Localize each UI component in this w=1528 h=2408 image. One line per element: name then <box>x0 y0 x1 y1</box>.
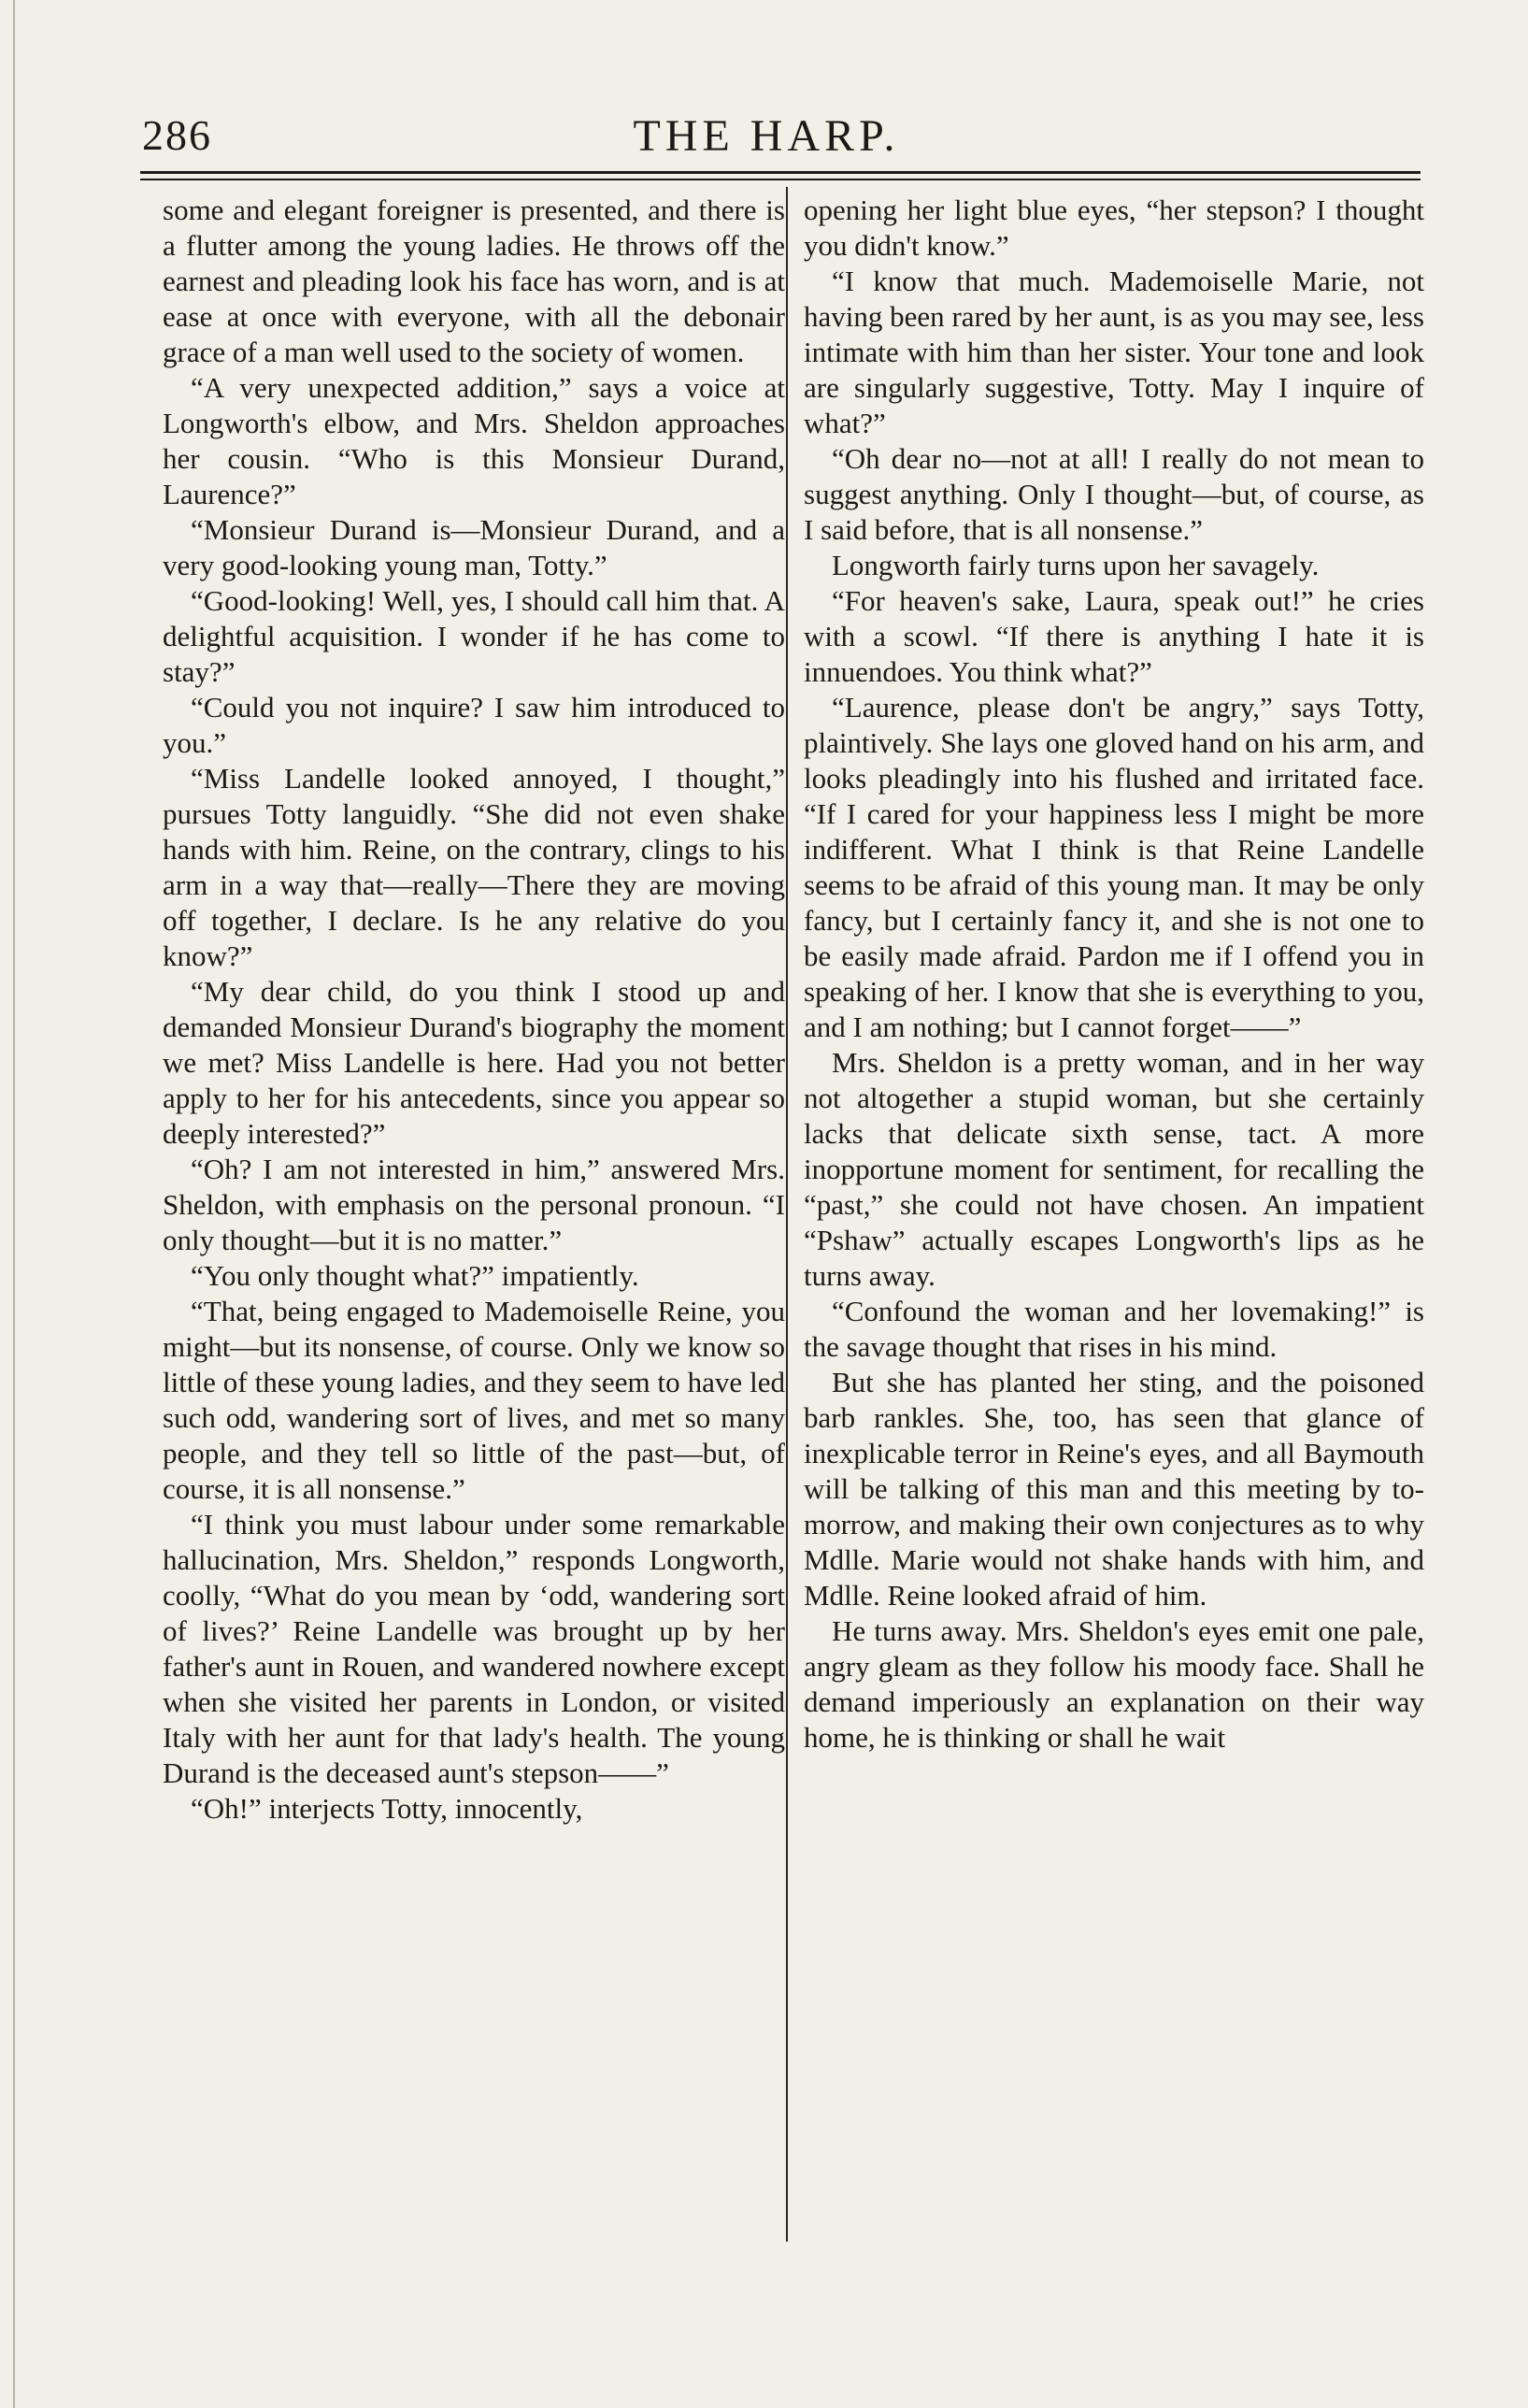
header-rule-thin <box>140 179 1421 180</box>
paragraph: “Monsieur Durand is—Monsieur Durand, and a very good-looking young man, Totty.” <box>163 513 785 581</box>
paragraph: Mrs. Sheldon is a pretty woman, and in her way not altogether a stupid woman, but she certainly lacks that delicate sixth sense, tact. A more inopportune moment for sentiment, for recalling the “past,” she could not have chosen. An impatient “Pshaw” actually escapes Longworth's lips as he turns away. <box>804 1046 1424 1292</box>
paragraph: But she has planted her sting, and the poisoned barb rankles. She, too, has seen that glance of inexplicable terror in Reine's eyes, and all Baymouth will be talking of this man and this meeting by to-morrow, and making their own conjectures as to why Mdlle. Marie would not shake hands with him, and Mdlle. Reine looked afraid of him. <box>804 1366 1424 1612</box>
paragraph: Longworth fairly turns upon her savagely. <box>832 549 1320 581</box>
paragraph: “Good-looking! Well, yes, I should call him that. A delightful acquisition. I wonder if he has come to stay?” <box>163 584 785 688</box>
paragraph: “Confound the woman and her lovemaking!” is the savage thought that rises in his mind. <box>804 1295 1424 1363</box>
paragraph: “Laurence, please don't be angry,” says Totty, plaintively. She lays one gloved hand on his arm, and looks pleadingly into his flushed and irritated face. “If I cared for your happiness less I might be more indifferent. What I think is that Reine Landelle seems to be afraid of this young man. It may be only fancy, but I certainly fancy it, and she is not one to be easily made afraid. Pardon me if I offend you in speaking of her. I know that she is everything to you, and I am nothing; but I cannot forget——” <box>804 691 1424 1043</box>
paragraph: “You only thought what?” impatiently. <box>191 1259 639 1292</box>
paragraph: “Miss Landelle looked annoyed, I thought,” pursues Totty languidly. “She did not even shake hands with him. Reine, on the contrary, clings to his arm in a way that—really—There they are moving off together, I declare. Is he any relative do you know?” <box>163 762 785 972</box>
paragraph: “I know that much. Mademoiselle Marie, not having been rared by her aunt, is as you may see, less intimate with him than her sister. Your tone and look are singularly suggestive, Totty. May I inquire of what?” <box>804 265 1424 439</box>
paragraph: “Oh!” interjects Totty, innocently, <box>191 1792 583 1825</box>
paragraph: “Could you not inquire? I saw him introduced to you.” <box>163 691 785 759</box>
paragraph: He turns away. Mrs. Sheldon's eyes emit one pale, angry gleam as they follow his moody face. Shall he demand imperiously an explanation on their way home, he is thinking or shall he wait <box>804 1614 1424 1754</box>
paragraph: opening her light blue eyes, “her stepson? I thought you didn't know.” <box>804 194 1424 262</box>
paragraph: “Oh? I am not interested in him,” answered Mrs. Sheldon, with emphasis on the personal pronoun. “I only thought—but it is no matter.” <box>163 1153 785 1256</box>
paragraph: “That, being engaged to Mademoiselle Reine, you might—but its nonsense, of course. Only we know so little of these young ladies, and they seem to have led such odd, wandering sort of lives, and met so many people, and they tell so little of the past—but, of course, it is all nonsense.” <box>163 1295 785 1505</box>
paragraph: “My dear child, do you think I stood up and demanded Monsieur Durand's biography the moment we met? Miss Landelle is here. Had you not better apply to her for his antecedents, since you appear so deeply interested?” <box>163 975 785 1150</box>
right-text-column <box>804 193 1424 2230</box>
paragraph: “For heaven's sake, Laura, speak out!” he cries with a scowl. “If there is anything I hate it is innuendoes. You think what?” <box>804 584 1424 688</box>
page-number: 286 <box>142 111 212 159</box>
column-divider <box>786 187 788 2242</box>
paragraph: “Oh dear no—not at all! I really do not mean to suggest anything. Only I thought—but, of course, as I said before, that is all nonsense.” <box>804 442 1424 546</box>
paragraph: some and elegant foreigner is presented, and there is a flutter among the young ladies. He throws off the earnest and pleading look his face has worn, and is at ease at once with everyone, with all the debonair grace of a man well used to the society of women. <box>163 194 785 368</box>
left-text-column <box>163 193 785 2230</box>
header-rule-thick <box>140 171 1421 174</box>
paragraph: “A very unexpected addition,” says a voice at Longworth's elbow, and Mrs. Sheldon approaches her cousin. “Who is this Monsieur Durand, Laurence?” <box>163 371 785 510</box>
page-edge-shadow <box>13 0 15 2408</box>
running-head-title: THE HARP. <box>633 111 900 161</box>
paragraph: “I think you must labour under some remarkable hallucination, Mrs. Sheldon,” responds Longworth, coolly, “What do you mean by ‘odd, wandering sort of lives?’ Reine Landelle was brought up by her father's aunt in Rouen, and wandered nowhere except when she visited her parents in London, or visited Italy with her aunt for that lady's health. The young Durand is the deceased aunt's stepson——” <box>163 1508 785 1789</box>
